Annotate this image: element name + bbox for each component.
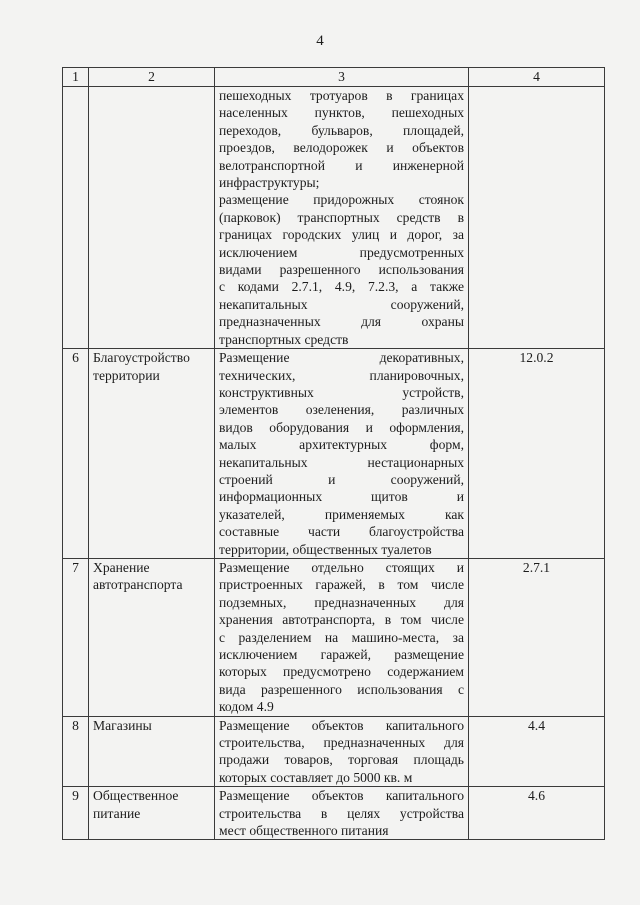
use-type-description	[215, 558, 469, 716]
row-number: 8	[63, 716, 89, 787]
description-line: пристроенных гаражей, в том числе	[219, 577, 464, 593]
column-header: 4	[469, 68, 605, 87]
description-line: проездов, велодорожек и объектов	[219, 140, 464, 156]
use-type-description	[215, 716, 469, 787]
description-line: размещение придорожных стоянок	[219, 192, 464, 208]
description-line: элементов озеленения, различных	[219, 402, 464, 418]
use-type-name	[89, 87, 215, 349]
description-line: пешеходных тротуаров в границах	[219, 88, 464, 103]
use-type-code: 4.4	[469, 716, 605, 787]
use-type-name: Хранение автотранспорта	[89, 558, 215, 716]
description-line: видами разрешенного использования	[219, 262, 464, 278]
use-type-code: 2.7.1	[469, 558, 605, 716]
row-number: 9	[63, 787, 89, 840]
description-line: информационных щитов и	[219, 489, 464, 505]
description-line: строительства, предназначенных для	[219, 735, 464, 751]
description-line: вида разрешенного использования с	[219, 681, 464, 697]
description-line: некапитальных нестационарных	[219, 454, 464, 470]
description-line: Размещение отдельно стоящих и	[219, 559, 464, 575]
use-type-name: Общественное питание	[89, 787, 215, 840]
description-line: с разделением на машино-места, за	[219, 629, 464, 645]
description-line: Размещение объектов капитального	[219, 717, 464, 733]
use-type-description	[215, 87, 469, 349]
use-type-code: 12.0.2	[469, 349, 605, 559]
description-line: Размещение декоративных,	[219, 350, 464, 366]
description-line: инфраструктуры;	[219, 175, 320, 191]
description-line: строений и сооружений,	[219, 471, 464, 487]
description-line: которых составляет до 5000 кв. м	[219, 769, 413, 785]
description-line: технических, планировочных,	[219, 367, 464, 383]
description-line: транспортных средств	[219, 331, 349, 347]
table-row	[63, 787, 605, 840]
table-row	[63, 716, 605, 787]
description-line: которых предусмотрено содержанием	[219, 664, 464, 680]
row-number	[63, 87, 89, 349]
description-line: конструктивных устройств,	[219, 384, 464, 400]
row-number: 6	[63, 349, 89, 559]
table-row	[63, 349, 605, 559]
description-line: исключением предусмотренных	[219, 244, 464, 260]
description-line: хранения автотранспорта, в том числе	[219, 612, 464, 628]
description-line: кодом 4.9	[219, 699, 274, 715]
description-line: велотранспортной и инженерной	[219, 157, 464, 173]
use-type-name: Магазины	[89, 716, 215, 787]
use-type-description	[215, 787, 469, 840]
description-line: населенных пунктов, пешеходных	[219, 105, 464, 121]
use-type-code	[469, 87, 605, 349]
description-line: границах городских улиц и дорог, за	[219, 227, 464, 243]
row-number: 7	[63, 558, 89, 716]
description-line: строительства в целях устройства	[219, 805, 464, 821]
description-line: переходов, бульваров, площадей,	[219, 122, 464, 138]
description-line: (парковок) транспортных средств в	[219, 209, 464, 225]
description-line: некапитальных сооружений,	[219, 296, 464, 312]
description-line: продажи товаров, торговая площадь	[219, 752, 464, 768]
description-line: с кодами 2.7.1, 4.9, 7.2.3, а также	[219, 279, 464, 295]
description-line: мест общественного питания	[219, 823, 389, 839]
page-number: 4	[316, 33, 324, 49]
description-line: территории, общественных туалетов	[219, 541, 432, 557]
description-line: предназначенных для охраны	[219, 314, 464, 330]
description-line: Размещение объектов капитального	[219, 788, 464, 804]
description-line: подземных, предназначенных для	[219, 594, 464, 610]
description-line: составные части благоустройства	[219, 524, 464, 540]
column-header: 1	[63, 68, 89, 87]
table-row	[63, 558, 605, 716]
description-line: малых архитектурных форм,	[219, 437, 464, 453]
use-type-name: Благоустройство территории	[89, 349, 215, 559]
column-header: 3	[215, 68, 469, 87]
land-use-table	[62, 67, 605, 840]
column-header: 2	[89, 68, 215, 87]
description-line: указателей, применяемых как	[219, 506, 464, 522]
use-type-code: 4.6	[469, 787, 605, 840]
use-type-description	[215, 349, 469, 559]
table-row	[63, 87, 605, 349]
description-line: видов оборудования и оформления,	[219, 419, 464, 435]
description-line: исключением гаражей, размещение	[219, 647, 464, 662]
table-header-row	[63, 68, 605, 87]
